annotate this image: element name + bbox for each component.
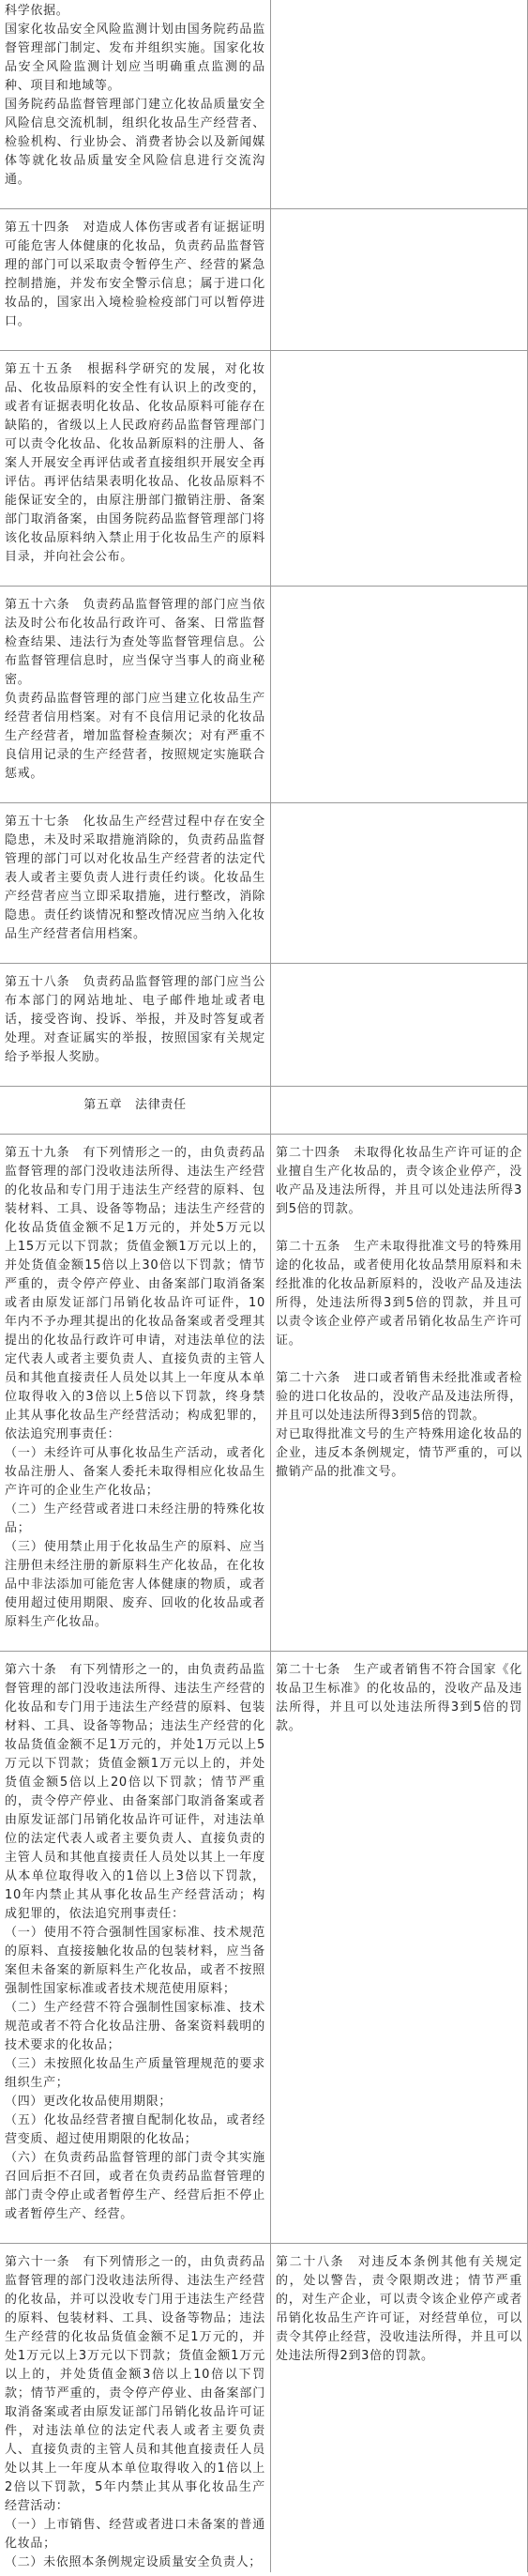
new-regulation-cell <box>0 2244 271 2572</box>
new-regulation-cell <box>0 1087 271 1134</box>
table-row <box>0 587 528 803</box>
clause-text: （二）生产经营不符合强制性国家标准、技术规范或者不符合化妆品注册、备案资料载明的技术要求的化妆品； <box>5 2001 265 2052</box>
new-regulation-cell <box>0 587 271 802</box>
article-text: 第五十八条 负责药品监督管理的部门应当公布本部门的网站地址、电子邮件地址或者电话，接受咨询、投诉、举报，并及时答复或者处理。对查证属实的举报，按照国家有关规定给予举报人奖励。 <box>5 975 265 1064</box>
old-regulation-cell <box>271 2244 528 2572</box>
clause-text: （五）化妆品经营者擅自配制化妆品，或者经营变质、超过使用期限的化妆品； <box>5 2113 265 2146</box>
table-row <box>0 0 528 209</box>
table-row <box>0 351 528 587</box>
clause-text: （三）使用禁止用于化妆品生产的原料、应当注册但未经注册的新原料生产化妆品，在化妆品中非法添加可能危害人体健康的物质，或者使用超过使用期限、废弃、回收的化妆品或者原料生产化妆品。 <box>5 1540 265 1629</box>
article-text: 第五十七条 化妆品生产经营过程中存在安全隐患，未及时采取措施消除的，负责药品监督管理的部门可以对化妆品生产经营者的法定代表人或者主要负责人进行责任约谈。化妆品生产经营者应当立即采取措施，进行整改，消除隐患。责任约谈情况和整改情况应当纳入化妆品生产经营者信用档案。 <box>5 815 265 941</box>
article-text: 第二十八条 对违反本条例其他有关规定的，处以警告，责令限期改进；情节严重的，对生产企业，可以责令该企业停产或者吊销化妆品生产许可证，对经营单位，可以责令其停止经营，没收违法所得，并且可以处违法所得2到3倍的罚款。 <box>276 2255 522 2363</box>
table-row <box>0 1135 528 1652</box>
old-regulation-cell <box>271 964 528 1086</box>
clause-text: （一）使用不符合强制性国家标准、技术规范的原料、直接接触化妆品的包装材料，应当备案但未备案的新原料生产化妆品，或者不按照强制性国家标准或者技术规范使用原料； <box>5 1926 265 1996</box>
article-text: 国务院药品监督管理部门建立化妆品质量安全风险信息交流机制，组织化妆品生产经营者、检验机构、行业协会、消费者协会以及新闻媒体等就化妆品质量安全风险信息进行交流沟通。 <box>5 98 265 187</box>
new-regulation-cell <box>0 0 271 208</box>
clause-text: （三）未按照化妆品生产质量管理规范的要求组织生产； <box>5 2057 265 2090</box>
new-regulation-cell <box>0 209 271 350</box>
clause-text: （四）更改化妆品使用期限； <box>5 2095 173 2109</box>
old-regulation-cell <box>271 803 528 963</box>
old-regulation-cell <box>271 0 528 208</box>
old-regulation-cell <box>271 1135 528 1651</box>
old-regulation-cell <box>271 351 528 586</box>
new-regulation-cell <box>0 803 271 963</box>
article-text: 负责药品监督管理的部门应当建立化妆品生产经营者信用档案。对有不良信用记录的化妆品生产经营者，增加监督检查频次；对有严重不良信用记录的生产经营者，按照规定实施联合惩戒。 <box>5 692 265 781</box>
clause-text: （六）在负责药品监督管理的部门责令其实施召回后拒不召回，或者在负责药品监督管理的部门责令停止或者暂停生产、经营后拒不停止或者暂停生产、经营。 <box>5 2151 265 2221</box>
new-regulation-cell <box>0 351 271 586</box>
new-regulation-cell <box>0 1652 271 2243</box>
old-regulation-cell <box>271 1652 528 2243</box>
article-text: 科学依据。 <box>5 4 69 18</box>
article-text: 对已取得批准文号的生产特殊用途化妆品的企业，违反本条例规定，情节严重的，可以撤销产品的批准文号。 <box>276 1427 522 1479</box>
article-text: 第二十六条 进口或者销售未经批准或者检验的进口化妆品的，没收产品及违法所得，并且可以处违法所得3到5倍的罚款。 <box>276 1371 522 1423</box>
clause-text: （一）上市销售、经营或者进口未备案的普通化妆品； <box>5 2518 265 2551</box>
article-text: 第二十七条 生产或者销售不符合国家《化妆品卫生标准》的化妆品的，没收产品及违法所得，并且可以处违法所得3到5倍的罚款。 <box>276 1663 522 1733</box>
chapter-heading: 第五章 法律责任 <box>83 1098 187 1112</box>
table-row <box>0 964 528 1087</box>
table-row <box>0 2244 528 2572</box>
article-text: 第二十四条 未取得化妆品生产许可证的企业擅自生产化妆品的，责令该企业停产，没收产品及违法所得，并且可以处违法所得3到5倍的罚款。 <box>276 1146 522 1216</box>
clause-text: （一）未经许可从事化妆品生产活动，或者化妆品注册人、备案人委托未取得相应化妆品生产许可的企业生产化妆品； <box>5 1446 265 1498</box>
article-text: 第五十六条 负责药品监督管理的部门应当依法及时公布化妆品行政许可、备案、日常监督检查结果、违法行为查处等监督管理信息。公布监督管理信息时，应当保守当事人的商业秘密。 <box>5 598 265 687</box>
article-text: 国家化妆品安全风险监测计划由国务院药品监督管理部门制定、发布并组织实施。国家化妆品安全风险监测计划应当明确重点监测的品种、项目和地域等。 <box>5 23 265 93</box>
old-regulation-cell <box>271 1087 528 1134</box>
table-row <box>0 1652 528 2244</box>
article-text: 第六十一条 有下列情形之一的，由负责药品监督管理的部门没收违法所得、违法生产经营的化妆品，并可以没收专门用于违法生产经营的原料、包装材料、工具、设备等物品；违法生产经营的化妆品货值金额不足1万元的，并处1万元以上3万元以下罚款；货值金额1万元以上的，并处货值金额3倍以上10倍以下罚款；情节严重的，责令停产停业、由备案部门取消备案或者由原发证部门吊销化妆品许可证件，对违法单位的法定代表人或者主要负责人、直接负责的主管人员和其他直接责任人员处以其上一年度从本单位取得收入的1倍以上2倍以下罚款，5年内禁止其从事化妆品生产经营活动： <box>5 2255 265 2513</box>
article-text: 第五十五条 根据科学研究的发展，对化妆品、化妆品原料的安全性有认识上的改变的，或者有证据表明化妆品、化妆品原料可能存在缺陷的，省级以上人民政府药品监督管理部门可以责令化妆品、化妆品新原料的注册人、备案人开展安全再评估或者直接组织开展安全再评估。再评估结果表明化妆品、化妆品原料不能保证安全的，由原注册部门撤销注册、备案部门取消备案，由国务院药品监督管理部门将该化妆品原料纳入禁止用于化妆品生产的原料目录，并向社会公布。 <box>5 362 265 564</box>
article-text: 第五十四条 对造成人体伤害或者有证据证明可能危害人体健康的化妆品，负责药品监督管理的部门可以采取责令暂停生产、经营的紧急控制措施，并发布安全警示信息；属于进口化妆品的，国家出入境检验检疫部门可以暂停进口。 <box>5 221 265 328</box>
table-row <box>0 209 528 351</box>
clause-text: （二）生产经营或者进口未经注册的特殊化妆品； <box>5 1502 265 1535</box>
table-row <box>0 803 528 964</box>
old-regulation-cell <box>271 209 528 350</box>
article-text: 第二十五条 生产未取得批准文号的特殊用途的化妆品，或者使用化妆品禁用原料和未经批准的化妆品新原料的，没收产品及违法所得，处违法所得3到5倍的罚款，并且可以责令该企业停产或者吊销化妆品生产许可证。 <box>276 1240 522 1348</box>
old-regulation-cell <box>271 587 528 802</box>
clause-text: （二）未依照本条例规定设质量安全负责人； <box>5 2555 263 2569</box>
new-regulation-cell <box>0 964 271 1086</box>
new-regulation-cell <box>0 1135 271 1651</box>
article-text: 第六十条 有下列情形之一的，由负责药品监督管理的部门没收违法所得、违法生产经营的化妆品和专门用于违法生产经营的原料、包装材料、工具、设备等物品；违法生产经营的化妆品货值金额不足1万元的，并处1万元以上5万元以下罚款；货值金额1万元以上的，并处货值金额5倍以上20倍以下罚款；情节严重的，责令停产停业、由备案部门取消备案或者由原发证部门吊销化妆品许可证件，对违法单位的法定代表人或者主要负责人、直接负责的主管人员和其他直接责任人员处以其上一年度从本单位取得收入的1倍以上3倍以下罚款，10年内禁止其从事化妆品生产经营活动；构成犯罪的，依法追究刑事责任： <box>5 1663 265 1921</box>
table-row <box>0 1087 528 1135</box>
article-text: 第五十九条 有下列情形之一的，由负责药品监督管理的部门没收违法所得、违法生产经营的化妆品和专门用于违法生产经营的原料、包装材料、工具、设备等物品；违法生产经营的化妆品货值金额不足1万元的，并处5万元以上15万元以下罚款；货值金额1万元以上的，并处货值金额15倍以上30倍以下罚款；情节严重的，责令停产停业、由备案部门取消备案或者由原发证部门吊销化妆品许可证件，10年内不予办理其提出的化妆品备案或者受理其提出的化妆品行政许可申请，对违法单位的法定代表人或者主要负责人、直接负责的主管人员和其他直接责任人员处以其上一年度从本单位取得收入的3倍以上5倍以下罚款，终身禁止其从事化妆品生产经营活动；构成犯罪的，依法追究刑事责任： <box>5 1146 265 1441</box>
